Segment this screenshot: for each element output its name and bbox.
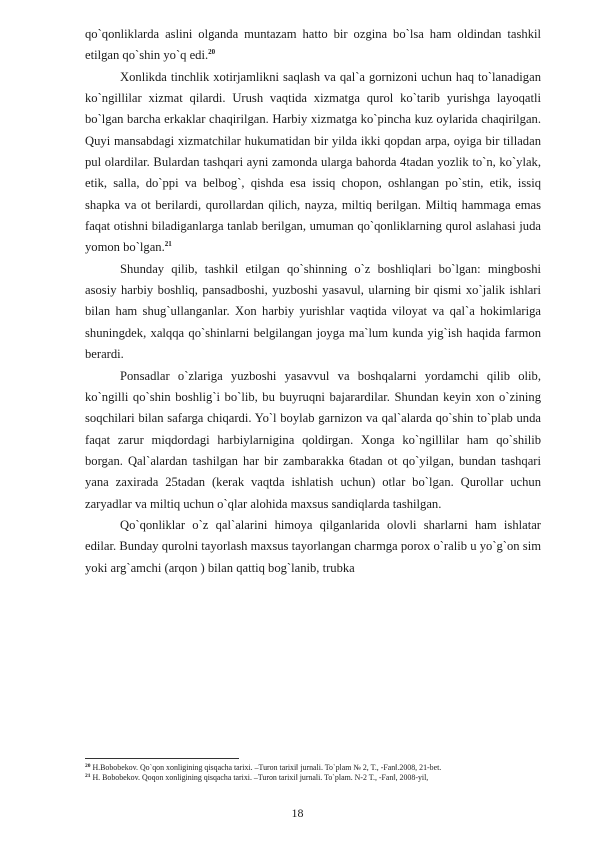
- footnote-21: [85, 773, 541, 783]
- paragraph-4-text: Ponsadlar o`zlariga yuzboshi yasavvul va boshqalarni yordamchi qilib olib, ko`ngilli qo`shin boshlig`i bo`lib, bu buyruqni bajarardilar. Shundan keyin xon o`zining soqchilari bilan safarga chiqardi. Yo`l boylab garnizon va qal`alarda qo`shin to`plab unda faqat zarur miqdordagi harbiylarnigina qoldirgan. Xonga ko`ngillilar ham qo`shilib borgan. Qal`alardan tashilgan har bir zambarakka 6tadan ot qo`yilgan, bundan tashqari yana zaxirada 25tadan (kerak vaqtda ishlatish uchun) otlar bo`lgan. Qurollar uchun zaryadlar va miltiq uchun o`qlar alohida maxsus sandiqlarda tashilgan.: [85, 368, 541, 511]
- paragraph-5: [85, 515, 541, 579]
- paragraph-3: [85, 259, 541, 366]
- paragraph-1-text: qo`qonliklarda aslini olganda muntazam hatto bir ozgina bo`lsa ham oldindan tashkil etilgan qo`shin yo`q edi.: [85, 27, 541, 63]
- paragraph-3-text: Shunday qilib, tashkil etilgan qo`shinning o`z boshliqlari bo`lgan: mingboshi asosiy harbiy boshliq, pansadboshi, yuzboshi yasavul, ularning bir qismi xo`jalik ishlari bilan ham shug`ullanganlar. Xon harbiy yurishlar vaqtida viloyat va qal`a hokimlariga shuningdek, xalqqa qo`shinlarni belgilangan joyga ma`lum kunda yig`ish haqida farmon berardi.: [85, 261, 541, 362]
- paragraph-1: [85, 24, 541, 67]
- footnote-ref-21[interactable]: 21: [164, 240, 172, 249]
- footnote-number: 20: [85, 763, 91, 769]
- paragraph-2-text: Xonlikda tinchlik xotirjamlikni saqlash va qal`a gornizoni uchun haq to`lanadigan ko`ngillilar xizmat qilardi. Urush vaqtida xizmatga qurol ko`tarib yurishga layoqatli bo`lgan barcha erkaklar chaqirilgan. Harbiy xizmatga ko`pincha kuz oylarida chaqirilgan. Quyi mansabdagi xizmatchilar hukumatidan bir yilda ikki qopdan arpa, oyiga bir tilladan pul olardilar. Bulardan tashqari ayni zamonda ularga bahorda 4tadan yozlik to`n, ko`ylak, etik, salla, do`ppi va belbog`, qishda esa issiq chopon, oshlangan po`stin, etik, issiq shapka va ot berilardi, qurollardan qilich, nayza, miltiq berilgan. Miltiq hammaga emas faqat otishni biladiganlarga tanlab berilgan, umuman qo`qonliklarning qurol aslahasi juda yomon bo`lgan.: [85, 69, 541, 255]
- footnote-ref-20[interactable]: 20: [208, 48, 216, 57]
- paragraph-4: [85, 366, 541, 515]
- paragraph-5-text: Qo`qonliklar o`z qal`alarini himoya qilganlarida olovli sharlarni ham ishlatar edilar. Bunday qurolni tayorlash maxsus tayorlangan charmga porox o`ralib u yo`g`on sim yoki arg`amchi (arqon ) bilan qattiq bog`lanib, trubka: [85, 517, 541, 575]
- footnote-text: H.Bobobekov. Qo`qon xonligining qisqacha tarixi. –Turon tarixi‖ jurnali. To`plam № 2, T., -Fan‖.2008, 21-bet.: [92, 763, 442, 772]
- footnote-number: 21: [85, 772, 91, 779]
- body-text: [85, 24, 541, 579]
- footnote-20: [85, 763, 541, 773]
- page-number: 18: [291, 806, 304, 820]
- footnote-divider: [85, 758, 239, 759]
- footnote-text: H. Bobobekov. Qoqon xonligining qisqacha tarixi. –Turon tarixi‖ jurnali. To`plam. N-2 T., -Fan‖, 2008-yil,: [92, 772, 429, 782]
- footnotes: [85, 763, 541, 782]
- paragraph-2: [85, 67, 541, 259]
